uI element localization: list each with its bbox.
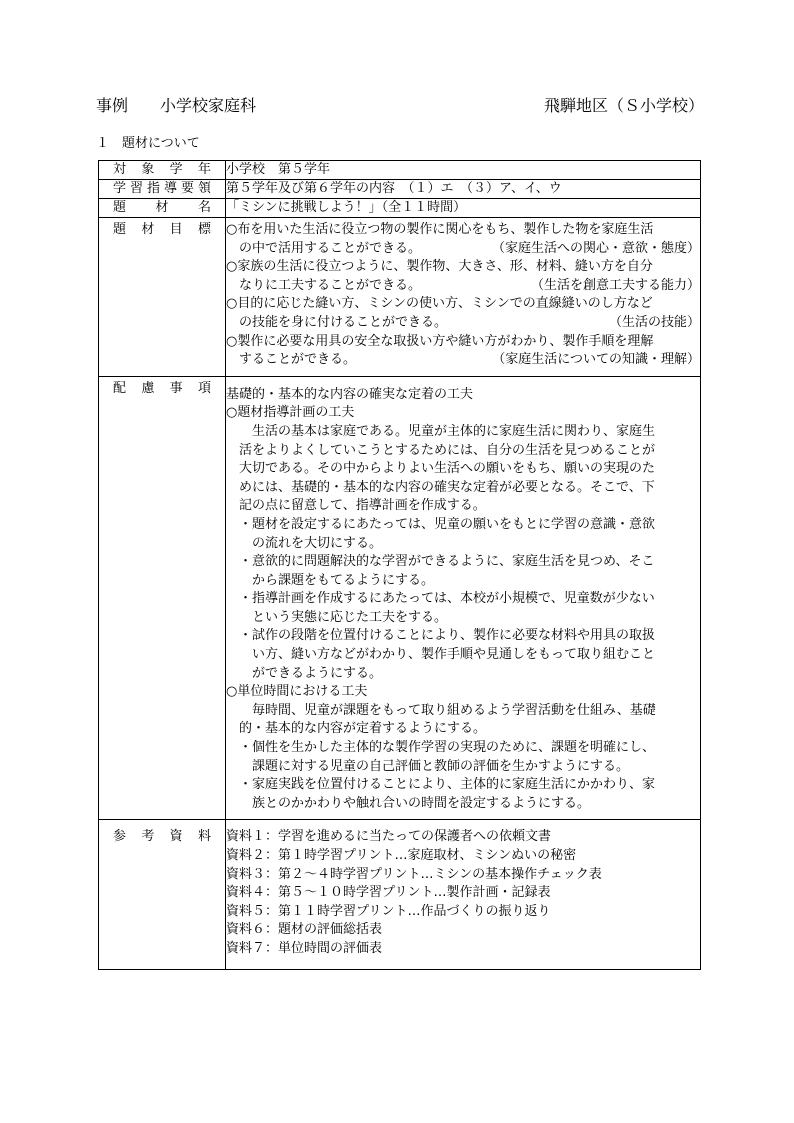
reference-line: 資料４：第５～１０時学習プリント…製作計画・記録表 bbox=[226, 885, 551, 901]
consideration-line: ・指導計画を作成するにあたっては、本校が小規模で、児童数が少ない bbox=[226, 591, 655, 607]
consideration-line: ○題材指導計画の工夫 bbox=[226, 405, 355, 421]
goal-line: の中で活用することができる。 （家庭生活への関心・意欲・態度） bbox=[226, 240, 700, 259]
goal-line: ○布を用いた生活に役立つ物の製作に関心をもち、製作した物を家庭生活 bbox=[226, 222, 654, 237]
row-label: 題材名 bbox=[113, 200, 211, 215]
document-header-right: 飛騨地区（Ｓ小学校） bbox=[543, 96, 704, 115]
goal-tag: （家庭生活についての知識・理解） bbox=[492, 352, 700, 368]
row-label: 題材目標 bbox=[113, 222, 211, 237]
value-cell bbox=[226, 180, 701, 199]
consideration-line: ○単位時間における工夫 bbox=[226, 684, 368, 700]
consideration-line: 大切である。その中からよりよい生活への願いをもち、願いの実現のた bbox=[226, 461, 656, 477]
goal-line: なりに工夫することができる。 （生活を創意工夫する能力） bbox=[226, 277, 700, 296]
consideration-line: 毎時間、児童が課題をもって取り組めるよう学習活動を仕組み、基礎 bbox=[226, 702, 656, 718]
consideration-line: 的・基本的な内容が定着するようにする。 bbox=[226, 721, 487, 737]
consideration-line: ・家庭実践を位置付けることにより、主体的に家庭生活にかかわり、家 bbox=[226, 777, 656, 793]
table-row-guideline bbox=[99, 180, 701, 199]
row-value: 第５学年及び第６学年の内容 （１）エ （３）ア、イ、ウ bbox=[226, 181, 562, 196]
reference-line: 資料３：第２～４時学習プリント…ミシンの基本操作チェック表 bbox=[226, 866, 602, 882]
considerations-cell bbox=[226, 376, 701, 820]
label-cell bbox=[99, 199, 226, 218]
consideration-line: 記の点に留意して、指導計画を作成する。 bbox=[226, 498, 486, 514]
consideration-line: から課題をもてるようにする。 bbox=[226, 572, 435, 588]
references-cell bbox=[226, 820, 701, 969]
goal-tag: （家庭生活への関心・意欲・態度） bbox=[491, 240, 700, 256]
consideration-line: めには、基礎的・基本的な内容の確実な定着が必要となる。そこで、下 bbox=[226, 479, 655, 495]
consideration-line: 生活の基本は家庭である。児童が主体的に家庭生活に関わり、家庭生 bbox=[226, 423, 656, 439]
value-cell bbox=[226, 199, 701, 218]
row-label: 対象学年 bbox=[113, 162, 211, 177]
consideration-line: ・意欲的に問題解決的な学習ができるように、家庭生活を見つめ、そこ bbox=[226, 554, 655, 570]
row-label: 学習指導要領 bbox=[113, 181, 211, 196]
consideration-line: 活をよりよくしていこうとするためには、自分の生活を見つめることが bbox=[226, 442, 656, 458]
reference-line: 資料２：第１時学習プリント…家庭取材、ミシンぬいの秘密 bbox=[226, 848, 577, 863]
row-value: 「ミシンに挑戦しよう！」（全１１時間） bbox=[226, 200, 467, 215]
table-row-goals bbox=[99, 218, 701, 377]
reference-line: 資料５：第１１時学習プリント…作品づくりの振り返り bbox=[226, 903, 551, 919]
goal-line: ○家族の生活に役立つように、製作物、大きさ、形、材料、縫い方を自分 bbox=[226, 259, 653, 275]
label-cell bbox=[99, 218, 226, 377]
consideration-line: い方、縫い方などがわかり、製作手順や見通しをもって取り組むこと bbox=[226, 647, 656, 663]
consideration-line: 族とのかかわりや触れ合いの時間を設定するようにする。 bbox=[226, 795, 591, 811]
table-row-references bbox=[99, 820, 701, 969]
table-row-considerations bbox=[99, 376, 701, 820]
consideration-line: ・試作の段階を位置付けることにより、製作に必要な材料や用具の取扱 bbox=[226, 628, 656, 644]
subject-info-table bbox=[98, 160, 701, 970]
reference-line: 資料６：題材の評価総括表 bbox=[226, 922, 383, 938]
label-cell bbox=[99, 820, 226, 969]
reference-line: 資料７：単位時間の評価表 bbox=[226, 940, 383, 956]
document-header-left: 事例 小学校家庭科 bbox=[96, 96, 257, 115]
consideration-line: ・題材を設定するにあたっては、児童の願いをもとに学習の意識・意欲 bbox=[226, 516, 656, 532]
goal-line: ○製作に必要な用具の安全な取扱い方や縫い方がわかり、製作手順を理解 bbox=[226, 333, 654, 349]
table-row-target bbox=[99, 161, 701, 180]
table-row-name bbox=[99, 199, 701, 218]
goal-tag: （生活を創意工夫する能力） bbox=[530, 277, 700, 293]
value-cell bbox=[226, 161, 701, 180]
row-value: 小学校 第５学年 bbox=[226, 162, 331, 177]
consideration-line: ができるようにする。 bbox=[226, 665, 383, 681]
consideration-line: 課題に対する児童の自己評価と教師の評価を生かすようにする。 bbox=[226, 758, 630, 774]
goals-cell bbox=[226, 218, 701, 377]
consideration-line: 基礎的・基本的な内容の確実な定着の工夫 bbox=[226, 386, 474, 402]
goal-line: の技能を身に付けることができる。 （生活の技能） bbox=[226, 314, 700, 333]
goal-line: することができる。 （家庭生活についての知識・理解） bbox=[226, 351, 700, 370]
section-title: １ 題材について bbox=[96, 136, 200, 151]
consideration-line: の流れを大切にする。 bbox=[226, 535, 383, 551]
goal-tag: （生活の技能） bbox=[608, 314, 700, 330]
consideration-line: という実態に応じた工夫をする。 bbox=[226, 609, 448, 625]
row-label: 配慮事項 bbox=[113, 380, 211, 396]
row-label: 参考資料 bbox=[113, 829, 211, 845]
label-cell bbox=[99, 161, 226, 180]
label-cell bbox=[99, 376, 226, 820]
goal-line: ○目的に応じた縫い方、ミシンの使い方、ミシンでの直線縫いのし方など bbox=[226, 296, 653, 312]
consideration-line: ・個性を生かした主体的な製作学習の実現のために、課題を明確にし、 bbox=[226, 740, 656, 756]
label-cell bbox=[99, 180, 226, 199]
reference-line: 資料１：学習を進めるに当たっての保護者への依頼文書 bbox=[226, 829, 552, 845]
